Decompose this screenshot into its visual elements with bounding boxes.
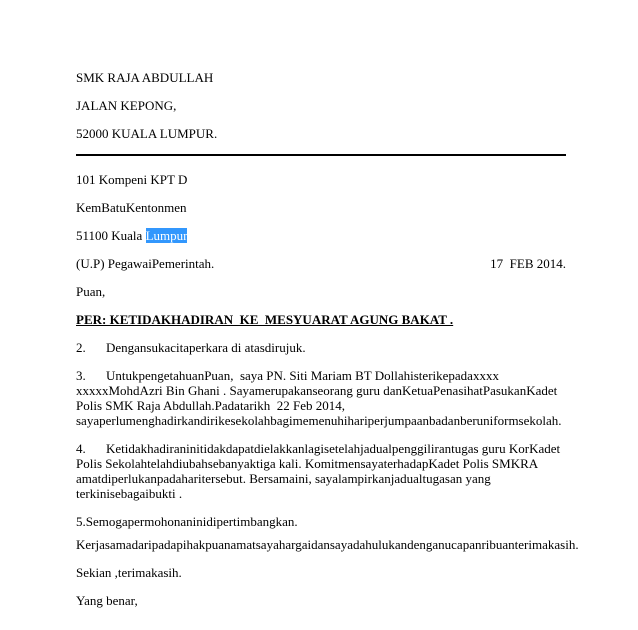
- paragraph-3: [76, 368, 566, 428]
- sender-line-2: JALAN KEPONG,: [76, 98, 177, 113]
- paragraph-3-text: UntukpengetahuanPuan, saya PN. Siti Mariam BT Dollahisterikepadaxxxx xxxxxMohdAzri Bin Ghani . Sayamerupakanseorang guru danKetuaPenasihatPasukanKadet Polis SMK Raja Abdullah.Padatarikh 22 Feb 2014, sayaperlumenghadirkandirikesekolahbagimemenuhihariperjumpaanbadanberuniformsekolah.: [76, 368, 562, 428]
- subject-line: [76, 312, 566, 327]
- highlighted-text: Lumpur: [145, 228, 188, 243]
- paragraph-2-text: Dengansukacitaperkara di atasdirujuk.: [106, 340, 306, 355]
- paragraph-4-number: 4.: [76, 441, 86, 456]
- sender-line-3: 52000 KUALA LUMPUR.: [76, 126, 218, 141]
- sender-line-1: SMK RAJA ABDULLAH: [76, 70, 214, 85]
- subject-text: PER: KETIDAKHADIRAN KE MESYUARAT AGUNG BAKAT .: [76, 312, 454, 327]
- recipient-line-3: [76, 228, 566, 243]
- recipient-line-2: KemBatuKentonmen: [76, 200, 187, 215]
- closing-thanks: Sekian ,terimakasih.: [76, 565, 182, 580]
- paragraph-4: [76, 441, 566, 501]
- request-line-1: 5.Semogapermohonaninidipertimbangkan.: [76, 514, 298, 529]
- salutation: Puan,: [76, 284, 106, 299]
- closing-sign-off: Yang benar,: [76, 593, 138, 608]
- paragraph-2: [76, 340, 566, 355]
- paragraph-3-number: 3.: [76, 368, 86, 383]
- recipient-line-1: 101 Kompeni KPT D: [76, 172, 188, 187]
- divider-rule: [76, 154, 566, 156]
- letter-date: 17 FEB 2014.: [490, 256, 566, 271]
- attention-line: (U.P) PegawaiPemerintah.: [76, 256, 215, 271]
- paragraph-4-text: Ketidakhadiraninitidakdapatdielakkanlagisetelahjadualpenggilirantugas guru KorKadet Polis Sekolahtelahdiubahsebanyaktiga kali. KomitmensayaterhadapKadet Polis SMKRA amatdiperlukanpadaharitersebut. Bersamaini, sayalampirkanjadualtugasan yang terkinisebagaibukti .: [76, 441, 564, 501]
- request-line-2: Kerjasamadaripadapihakpuanamatsayahargaidansayadahulukandenganucapanribuanterimakasih.: [76, 537, 579, 552]
- attention-date-row: [76, 256, 566, 271]
- recipient-line-3-text: 51100 Kuala: [76, 228, 146, 243]
- paragraph-2-number: 2.: [76, 340, 86, 355]
